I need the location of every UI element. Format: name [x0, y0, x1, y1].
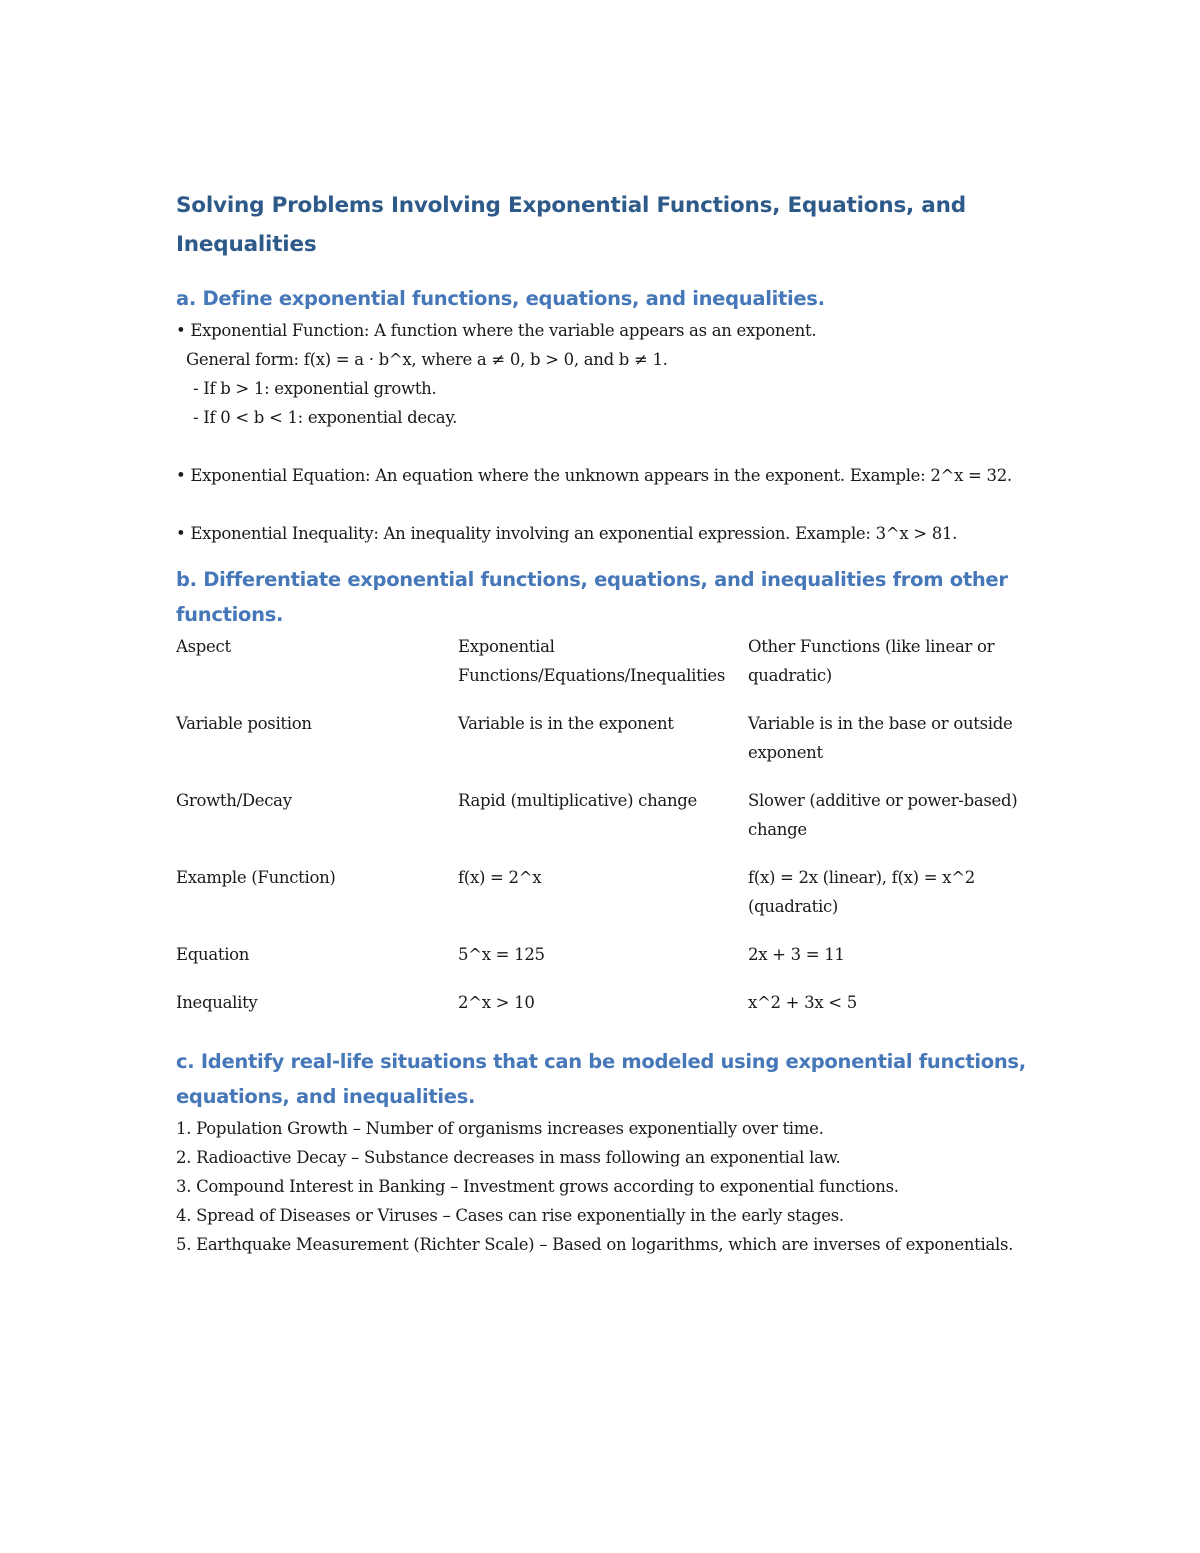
table-header-cell: Other Functions (like linear or quadratic) — [748, 637, 995, 685]
document-page — [176, 186, 1036, 1259]
table-cell: f(x) = 2^x — [458, 868, 542, 887]
list-item: 5. Earthquake Measurement (Richter Scale) – Based on logarithms, which are inverses of exponentials. — [176, 1235, 1014, 1254]
exponential-function-definition: • Exponential Function: A function where the variable appears as an exponent. — [176, 321, 817, 340]
table-cell: Variable position — [176, 714, 312, 733]
table-header-cell: Exponential Functions/Equations/Inequalities — [458, 637, 726, 685]
table-cell: Equation — [176, 945, 250, 964]
table-cell: f(x) = 2x (linear), f(x) = x^2 (quadratic) — [748, 868, 975, 916]
list-item: 1. Population Growth – Number of organisms increases exponentially over time. — [176, 1119, 824, 1138]
table-cell: Variable is in the base or outside exponent — [748, 714, 1013, 762]
exponential-inequality-definition: • Exponential Inequality: An inequality involving an exponential expression. Example: 3^x > 81. — [176, 524, 958, 543]
table-cell: Slower (additive or power-based) change — [748, 791, 1018, 839]
table-row — [176, 786, 1018, 863]
table-row — [176, 709, 1018, 786]
section-b-heading: b. Differentiate exponential functions, equations, and inequalities from other functions. — [176, 568, 1008, 626]
page-title: Solving Problems Involving Exponential Functions, Equations, and Inequalities — [176, 193, 966, 257]
decay-case: - If 0 < b < 1: exponential decay. — [193, 408, 458, 427]
table-header-row — [176, 632, 1018, 709]
table-cell: 2^x > 10 — [458, 993, 535, 1012]
exponential-equation-definition: • Exponential Equation: An equation where the unknown appears in the exponent. Example: 2^x = 32. — [176, 466, 1012, 485]
growth-case: - If b > 1: exponential growth. — [193, 379, 437, 398]
list-item: 2. Radioactive Decay – Substance decreases in mass following an exponential law. — [176, 1148, 841, 1167]
table-row — [176, 863, 1018, 940]
table-cell: Inequality — [176, 993, 258, 1012]
comparison-table — [176, 632, 1018, 1036]
table-cell: 5^x = 125 — [458, 945, 545, 964]
table-cell: Growth/Decay — [176, 791, 292, 810]
table-cell: x^2 + 3x < 5 — [748, 993, 857, 1012]
list-item: 4. Spread of Diseases or Viruses – Cases can rise exponentially in the early stages. — [176, 1206, 844, 1225]
table-row — [176, 988, 1018, 1036]
list-item: 3. Compound Interest in Banking – Investment grows according to exponential functions. — [176, 1177, 899, 1196]
section-c-heading: c. Identify real-life situations that can be modeled using exponential functions, equations, and inequalities. — [176, 1050, 1026, 1108]
table-cell: Rapid (multiplicative) change — [458, 791, 698, 810]
section-a-heading: a. Define exponential functions, equations, and inequalities. — [176, 287, 825, 310]
table-cell: Variable is in the exponent — [458, 714, 674, 733]
table-cell: 2x + 3 = 11 — [748, 945, 845, 964]
general-form: General form: f(x) = a · b^x, where a ≠ 0, b > 0, and b ≠ 1. — [186, 350, 668, 369]
table-row — [176, 940, 1018, 988]
table-cell: Example (Function) — [176, 868, 336, 887]
table-header-cell: Aspect — [176, 637, 231, 656]
